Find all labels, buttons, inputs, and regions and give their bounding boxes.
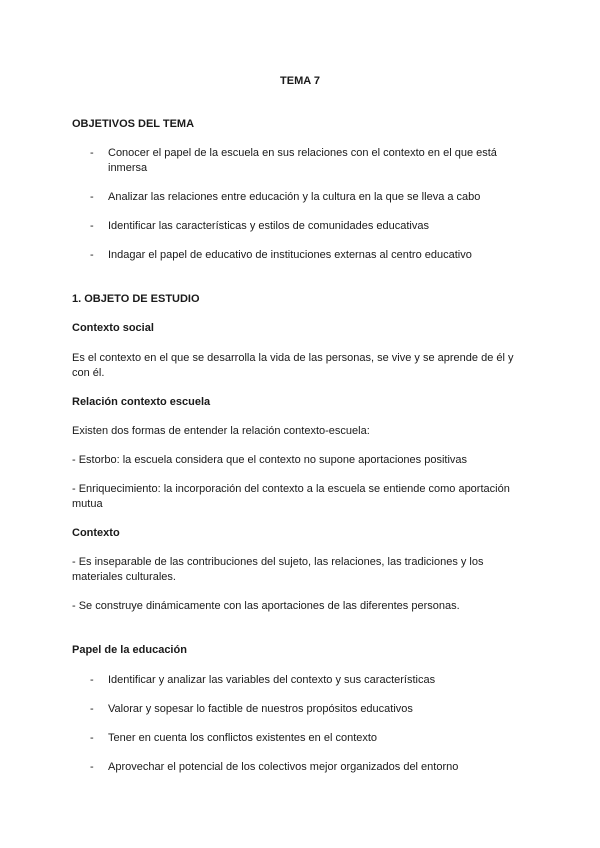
contexto-social-heading: Contexto social xyxy=(72,322,154,334)
section-1-heading: 1. OBJETO DE ESTUDIO xyxy=(72,293,200,305)
page-title: TEMA 7 xyxy=(280,75,320,87)
objective-item-3: Identificar las características y estilos de comunidades educativas xyxy=(108,220,429,232)
objective-bullet-4: - xyxy=(90,249,94,261)
contexto-p1: - Es inseparable de las contribuciones del sujeto, las relaciones, las tradiciones y los materiales culturales. xyxy=(72,556,484,583)
objectives-heading: OBJETIVOS DEL TEMA xyxy=(72,118,195,130)
objective-item-2: Analizar las relaciones entre educación y la cultura en la que se lleva a cabo xyxy=(108,191,481,203)
contexto-heading: Contexto xyxy=(72,527,120,539)
relacion-heading: Relación contexto escuela xyxy=(72,396,211,408)
objective-bullet-1: - xyxy=(90,147,94,159)
objective-bullet-3: - xyxy=(90,220,94,232)
relacion-estorbo: - Estorbo: la escuela considera que el contexto no supone aportaciones positivas xyxy=(72,454,468,466)
papel-bullet-4: - xyxy=(90,761,94,773)
objective-item-1: Conocer el papel de la escuela en sus relaciones con el contexto en el que está inmersa xyxy=(108,147,497,174)
objective-item-4: Indagar el papel de educativo de instituciones externas al centro educativo xyxy=(108,249,472,261)
relacion-enriquecimiento: - Enriquecimiento: la incorporación del contexto a la escuela se entiende como aportación mutua xyxy=(72,483,510,510)
contexto-p2: - Se construye dinámicamente con las aportaciones de las diferentes personas. xyxy=(72,600,460,612)
papel-item-2: Valorar y sopesar lo factible de nuestros propósitos educativos xyxy=(108,703,413,715)
papel-bullet-3: - xyxy=(90,732,94,744)
papel-bullet-2: - xyxy=(90,703,94,715)
papel-item-4: Aprovechar el potencial de los colectivos mejor organizados del entorno xyxy=(108,761,459,773)
relacion-intro: Existen dos formas de entender la relación contexto-escuela: xyxy=(72,425,370,437)
contexto-social-text: Es el contexto en el que se desarrolla la vida de las personas, se vive y se aprende de él y con él. xyxy=(72,352,514,379)
papel-heading: Papel de la educación xyxy=(72,644,187,656)
papel-bullet-1: - xyxy=(90,674,94,686)
papel-item-3: Tener en cuenta los conflictos existentes en el contexto xyxy=(108,732,378,744)
papel-item-1: Identificar y analizar las variables del contexto y sus características xyxy=(108,674,436,686)
objective-bullet-2: - xyxy=(90,191,94,203)
